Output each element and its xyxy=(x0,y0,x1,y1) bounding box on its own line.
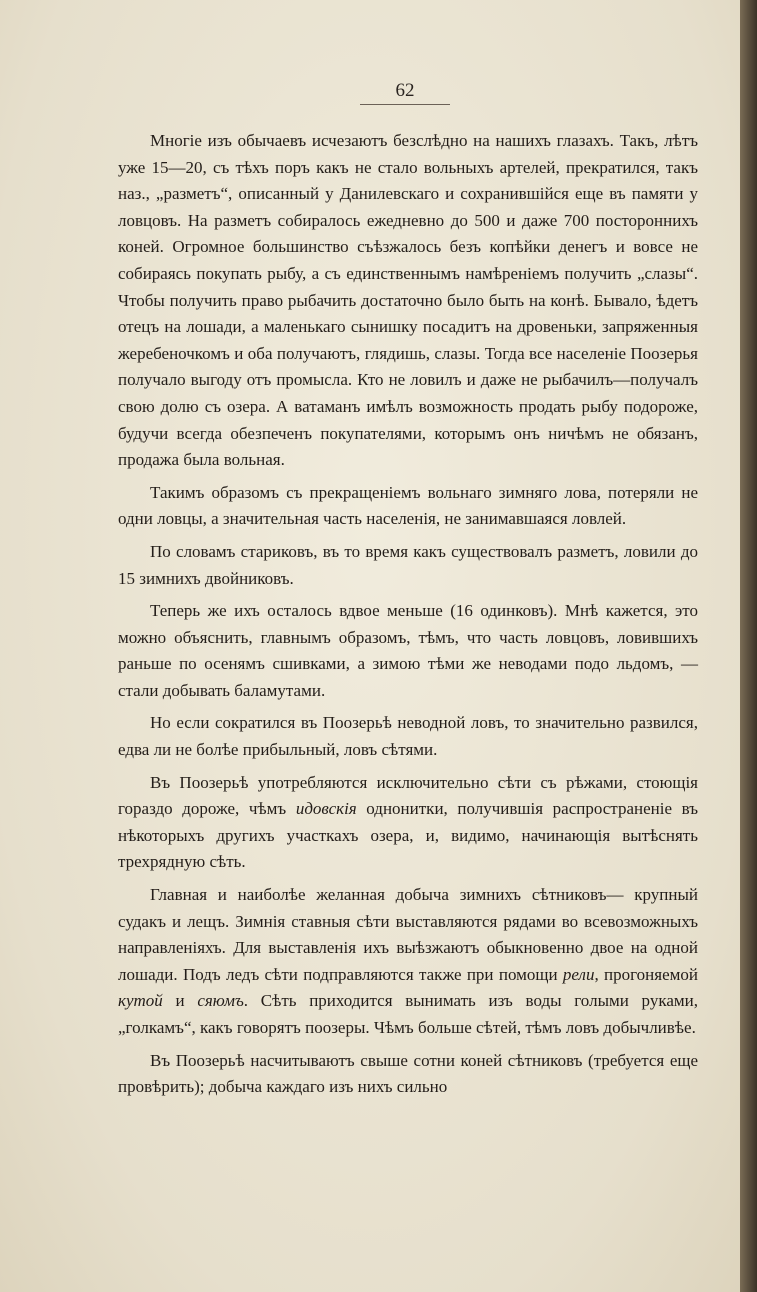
header-rule xyxy=(360,104,450,105)
paragraph-7-text: , прогоняемой xyxy=(594,964,698,984)
paragraph-7-text: . Сѣть приходится вынимать изъ воды голыми руками, „голкамъ“, какъ говорятъ поозеры. Чѣмъ больше сѣтей, тѣмъ ловъ добычливѣе. xyxy=(118,991,698,1037)
page-body xyxy=(118,128,698,1107)
italic-term: рели xyxy=(562,964,595,984)
paragraph-7-text: и xyxy=(162,991,198,1011)
paragraph-6-text: Въ Поозерьѣ употребляются исключительно сѣти съ рѣжами, стоющія гораздо дороже, чѣмъ xyxy=(118,772,698,819)
book-edge xyxy=(740,0,757,1292)
italic-term: кутой xyxy=(118,991,163,1011)
italic-term: сяюмъ xyxy=(197,991,244,1011)
paragraph-7 xyxy=(118,882,698,1042)
page-number: 62 xyxy=(395,80,415,101)
paragraph-5: Но если сократился въ Поозерьѣ неводной ловъ, то значительно развился, едва ли не болѣе прибыльный, ловъ сѣтями. xyxy=(118,713,698,760)
paragraph-2: Такимъ образомъ съ прекращеніемъ вольнаго зимняго лова, потеряли не одни ловцы, а значительная часть населенія, не занимавшаяся ловлей. xyxy=(118,482,698,529)
paragraph-8: Въ Поозерьѣ насчитываютъ свыше сотни коней сѣтниковъ (требуется еще провѣрить); добыча каждаго изъ нихъ сильно xyxy=(118,1050,698,1097)
paragraph-1: Многіе изъ обычаевъ исчезаютъ безслѣдно на нашихъ глазахъ. Такъ, лѣтъ уже 15—20, съ тѣхъ поръ какъ не стало вольныхъ артелей, прекратился, такъ наз., „разметъ“, описанный у Данилевскаго и сохранившійся еще въ памяти у ловцовъ. На разметъ собиралось ежедневно до 500 и даже 700 постороннихъ коней. Огромное большинство съѣзжалось безъ копѣйки денегъ и вовсе не собираясь покупать рыбу, а съ единственнымъ намѣреніемъ получить „слазы“. Чтобы получить право рыбачить достаточно было быть на конѣ. Бывало, ѣдетъ отецъ на лошади, а маленькаго сынишку посадитъ на дровеньки, запряженныя жеребеночкомъ и оба получаютъ, глядишь, слазы. Тогда все населеніе Поозерья получало выгоду отъ промысла. Кто не ловилъ и даже не рыбачилъ—получалъ свою долю съ озера. А ватаманъ имѣлъ возможность продать рыбу подороже, будучи всегда обезпеченъ покупателями, которымъ онъ ничѣмъ не обязанъ, продажа была вольная. xyxy=(118,131,698,470)
paragraph-4: Теперь же ихъ осталось вдвое меньше (16 одинковъ). Мнѣ кажется, это можно объяснить, главнымъ образомъ, тѣмъ, что часть ловцовъ, ловившихъ раньше по осенямъ сшивками, а зимою тѣми же неводами подо льдомъ, — стали добывать баламутами. xyxy=(118,601,698,700)
paragraph-7-text: Главная и наиболѣе желанная добыча зимнихъ сѣтниковъ— крупный судакъ и лещъ. Зимнія ставныя сѣти выставляются рядами во всевозможныхъ направленіяхъ. Для выставленія ихъ выѣзжаютъ обыкновенно двое на одной лошади. Подъ ледъ сѣти подправляются также при помощи xyxy=(118,885,698,984)
paragraph-6 xyxy=(118,770,698,876)
paragraph-3: По словамъ стариковъ, въ то время какъ существовалъ разметъ, ловили до 15 зимнихъ двойниковъ. xyxy=(118,541,698,588)
italic-term: идовскія xyxy=(295,799,357,819)
paragraph-6-text: однонитки, получившія распространеніе въ нѣкоторыхъ другихъ участкахъ озера, и, видимо, начинающія вытѣснять трехрядную сѣть. xyxy=(118,799,698,872)
